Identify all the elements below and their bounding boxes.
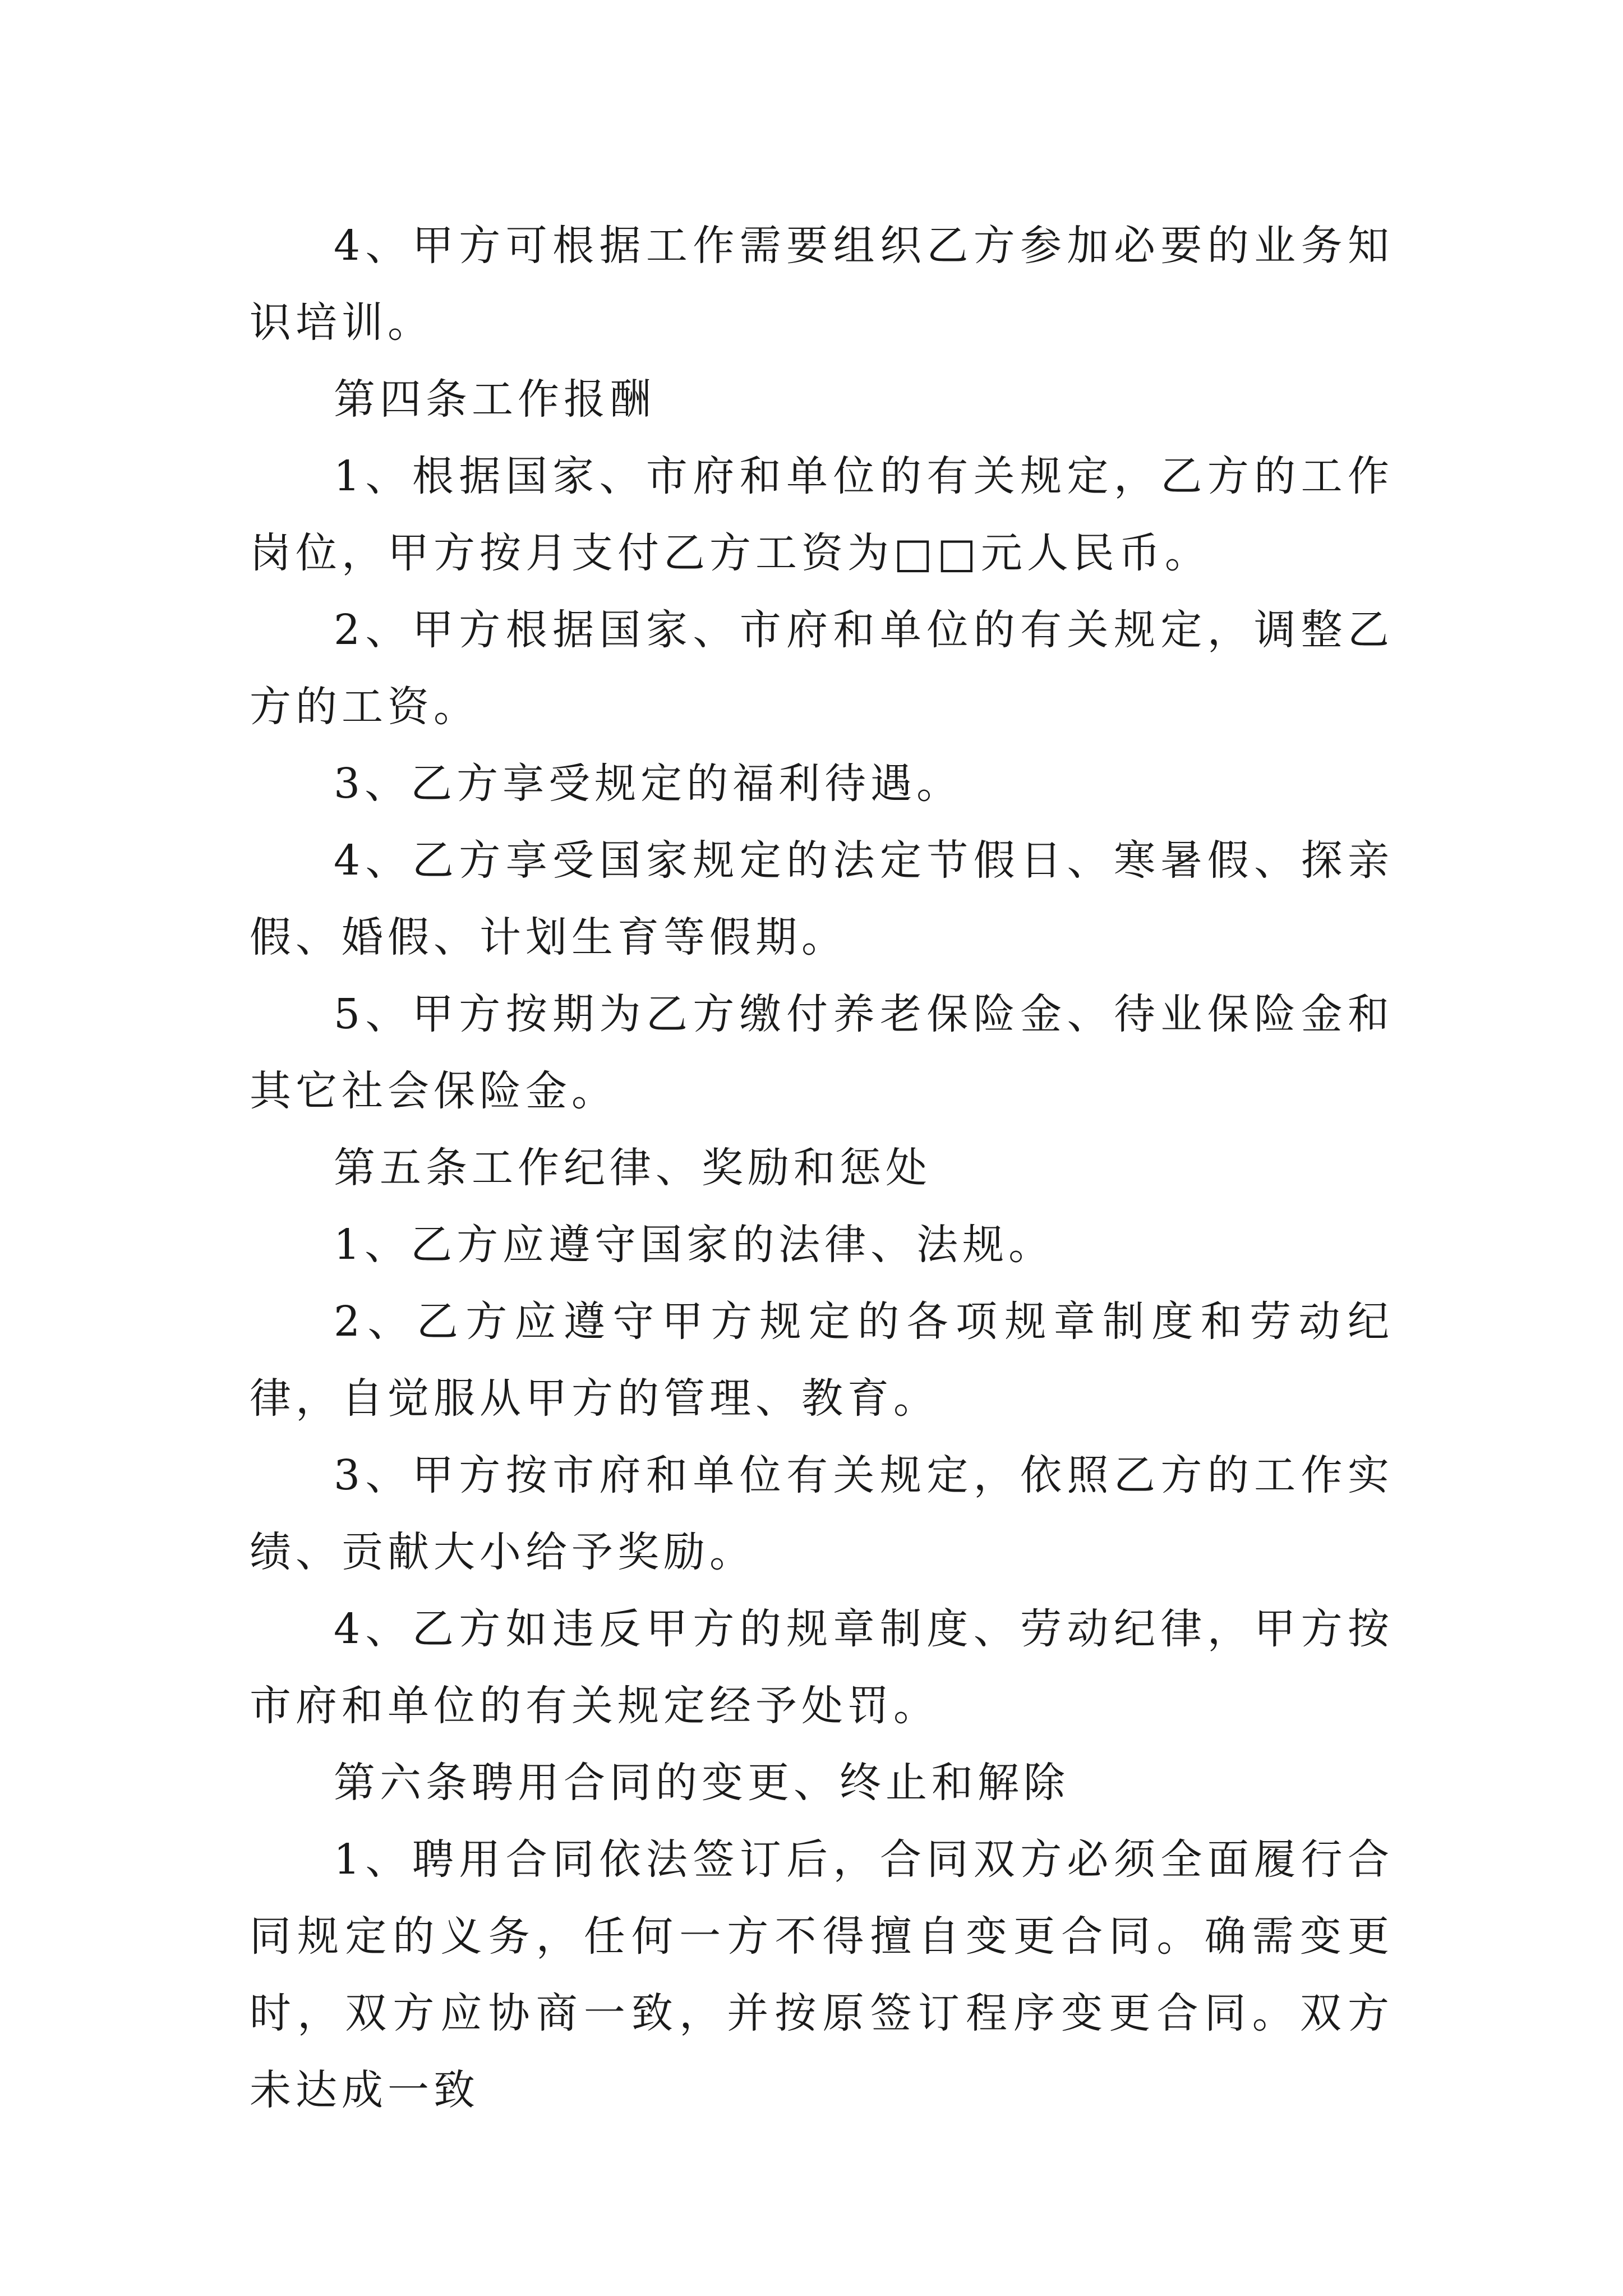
- paragraph-article-5-item-3: 3、甲方按市府和单位有关规定，依照乙方的工作实绩、贡献大小给予奖励。: [250, 1451, 1394, 1576]
- paragraph-clause-3-item-4: 4、甲方可根据工作需要组织乙方参加必要的业务知识培训。: [250, 222, 1394, 347]
- heading-article-6: 第六条聘用合同的变更、终止和解除: [334, 1759, 1069, 1807]
- paragraph-article-5-item-4: 4、乙方如违反甲方的规章制度、劳动纪律，甲方按市府和单位的有关规定经予处罚。: [250, 1605, 1394, 1730]
- heading-article-4: 第四条工作报酬: [334, 375, 656, 424]
- paragraph-article-5-item-2: 2、乙方应遵守甲方规定的各项规章制度和劳动纪律，自觉服从甲方的管理、教育。: [250, 1297, 1394, 1423]
- heading-article-5: 第五条工作纪律、奖励和惩处: [334, 1144, 932, 1192]
- paragraph-article-4-item-1: 1、根据国家、市府和单位的有关规定，乙方的工作岗位，甲方按月支付乙方工资为□□元人民币。: [250, 452, 1394, 577]
- paragraph-article-4-item-5: 5、甲方按期为乙方缴付养老保险金、待业保险金和其它社会保险金。: [250, 990, 1394, 1115]
- paragraph-article-4-item-4: 4、乙方享受国家规定的法定节假日、寒暑假、探亲假、婚假、计划生育等假期。: [250, 836, 1394, 961]
- paragraph-article-5-item-1: 1、乙方应遵守国家的法律、法规。: [334, 1221, 1055, 1269]
- document-body: [250, 208, 1394, 2129]
- paragraph-article-6-item-1: 1、聘用合同依法签订后，合同双方必须全面履行合同规定的义务，任何一方不得擅自变更合同。确需变更时，双方应协商一致，并按原签订程序变更合同。双方未达成一致: [250, 1835, 1394, 2114]
- paragraph-article-4-item-2: 2、甲方根据国家、市府和单位的有关规定，调整乙方的工资。: [250, 606, 1394, 731]
- paragraph-article-4-item-3: 3、乙方享受规定的福利待遇。: [334, 760, 963, 808]
